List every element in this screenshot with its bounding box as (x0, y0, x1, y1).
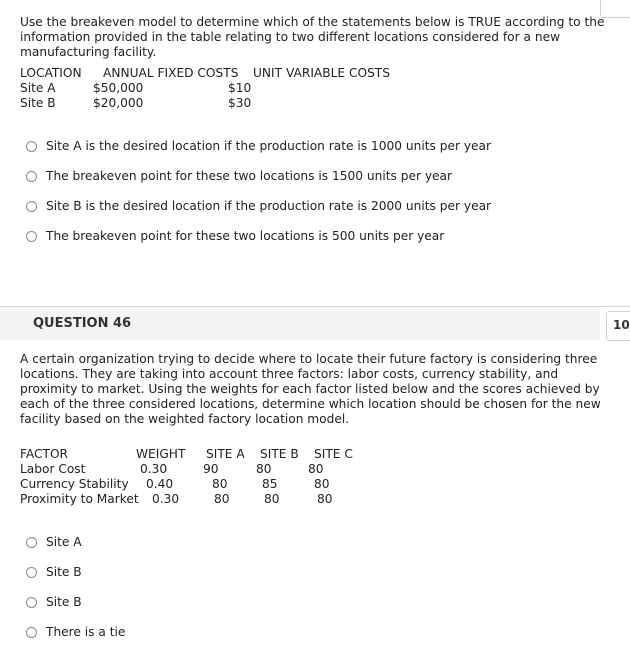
table-header-location: LOCATION (20, 66, 82, 80)
table-cell: $20,000 (93, 96, 144, 110)
table-header-site-a: SITE A (206, 447, 245, 461)
question-points: 10 (613, 318, 630, 332)
answer-option-label: Site A (46, 535, 82, 549)
table-cell: 0.30 (140, 462, 168, 476)
radio-button[interactable] (26, 141, 37, 152)
question-45-prompt-line-1: Use the breakeven model to determine which of the statements below is TRUE according to the (20, 15, 605, 29)
table-cell: Site A (20, 81, 56, 95)
table-cell: Site B (20, 96, 56, 110)
answer-option[interactable] (26, 532, 82, 552)
radio-button[interactable] (26, 201, 37, 212)
table-header-site-b: SITE B (260, 447, 299, 461)
table-cell: 0.30 (152, 492, 180, 506)
answer-option[interactable] (26, 622, 125, 642)
table-cell: 80 (308, 462, 324, 476)
table-cell: 80 (317, 492, 333, 506)
answer-option[interactable] (26, 592, 82, 612)
table-cell: 90 (203, 462, 219, 476)
table-cell: Currency Stability (20, 477, 129, 491)
question-45-prompt-line-3: manufacturing facility. (20, 45, 157, 59)
answer-option-label: There is a tie (46, 625, 126, 639)
question-46-prompt-line-3: proximity to market. Using the weights for each factor listed below and the scores achieved by (20, 382, 600, 396)
question-46-prompt-line-4: each of the three considered locations, determine which location should be chosen for the new (20, 397, 601, 411)
table-cell: 0.40 (146, 477, 174, 491)
table-cell: $50,000 (93, 81, 144, 95)
table-cell: 80 (264, 492, 280, 506)
radio-button[interactable] (26, 231, 37, 242)
question-46-prompt-line-1: A certain organization trying to decide where to locate their future factory is considering three (20, 352, 598, 366)
answer-option[interactable] (26, 166, 452, 186)
table-cell: 85 (262, 477, 278, 491)
table-header-factor: FACTOR (20, 447, 69, 461)
answer-option-label: Site B (46, 595, 82, 609)
question-46-prompt-line-2: locations. They are taking into account three factors: labor costs, currency stability, and (20, 367, 559, 381)
answer-option[interactable] (26, 196, 491, 216)
table-cell: 80 (314, 477, 330, 491)
table-header-variable-costs: UNIT VARIABLE COSTS (253, 66, 390, 80)
radio-button[interactable] (26, 171, 37, 182)
points-box-partial (600, 0, 630, 18)
table-header-fixed-costs: ANNUAL FIXED COSTS (103, 66, 239, 80)
table-cell: 80 (214, 492, 230, 506)
table-cell: $10 (228, 81, 252, 95)
answer-option-label: Site A is the desired location if the production rate is 1000 units per year (46, 139, 492, 153)
radio-button[interactable] (26, 627, 37, 638)
table-header-site-c: SITE C (314, 447, 353, 461)
answer-option-label: Site B is the desired location if the production rate is 2000 units per year (46, 199, 492, 213)
radio-button[interactable] (26, 537, 37, 548)
table-cell: Proximity to Market (20, 492, 139, 506)
answer-option-label: The breakeven point for these two locations is 500 units per year (46, 229, 445, 243)
answer-option-label: Site B (46, 565, 82, 579)
table-cell: 80 (256, 462, 272, 476)
question-46-prompt-line-5: facility based on the weighted factory location model. (20, 412, 350, 426)
answer-option[interactable] (26, 136, 491, 156)
answer-option[interactable] (26, 562, 82, 582)
question-title: QUESTION 46 (33, 316, 132, 331)
table-cell: 80 (212, 477, 228, 491)
radio-button[interactable] (26, 567, 37, 578)
radio-button[interactable] (26, 597, 37, 608)
answer-option-label: The breakeven point for these two locations is 1500 units per year (46, 169, 453, 183)
question-45-prompt-line-2: information provided in the table relating to two different locations considered for a new (20, 30, 561, 44)
answer-option[interactable] (26, 226, 444, 246)
table-header-weight: WEIGHT (136, 447, 186, 461)
table-cell: Labor Cost (20, 462, 86, 476)
table-cell: $30 (228, 96, 252, 110)
